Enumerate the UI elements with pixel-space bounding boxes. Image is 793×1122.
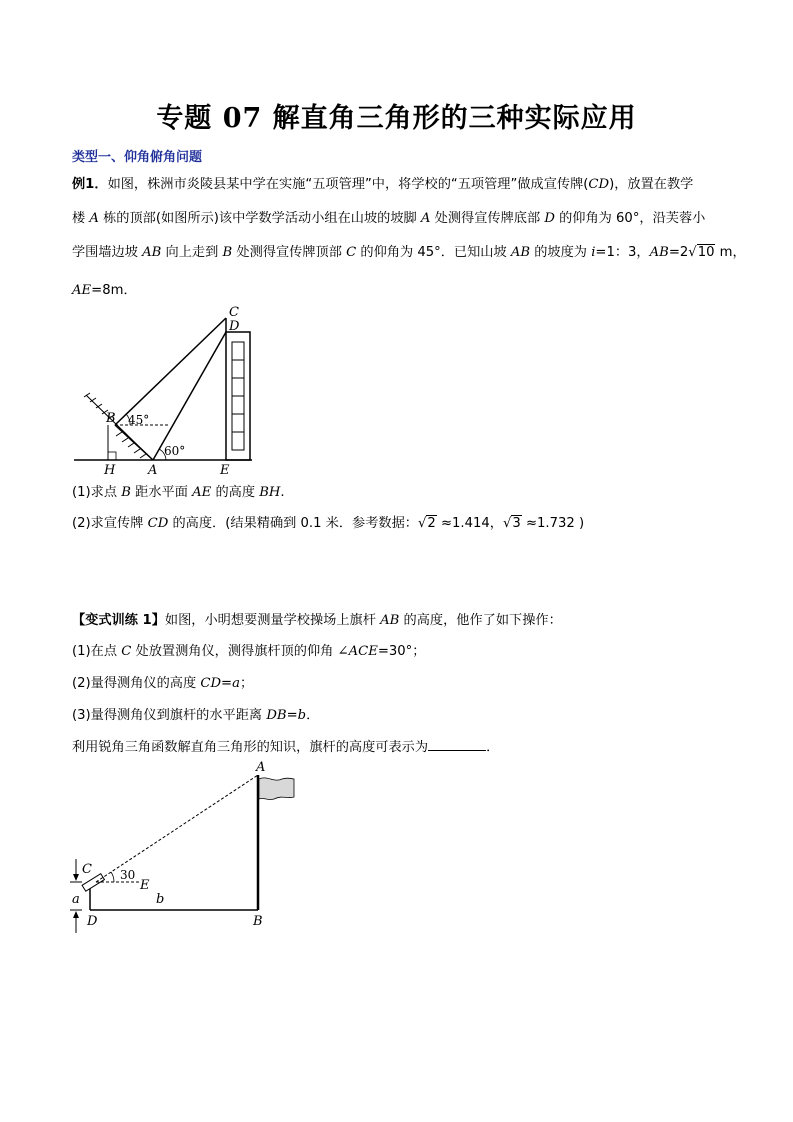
variant-label: 【变式训练 1】 (72, 613, 165, 628)
angle-arc-30 (111, 872, 114, 882)
text: (1)求点 (72, 485, 122, 500)
text: 的高度，他作了如下操作： (399, 613, 562, 628)
text: 处放置测角仪，测得旗杆顶的仰角 (131, 644, 338, 659)
sqrt-2: √2 (418, 516, 436, 531)
text: 如图，株洲市炎陵县某中学在实施“五项管理”中，将学校的“五项管理”做成宣传牌( (107, 177, 589, 192)
text: 如图，小明想要测量学校操场上旗杆 (164, 613, 381, 628)
angle-label-30: 30 (120, 868, 136, 882)
text: ； (239, 676, 254, 691)
var: B (121, 485, 131, 500)
label-e: E (220, 463, 230, 478)
flag (259, 778, 294, 800)
var: AB (510, 245, 531, 260)
right-angle-h (108, 452, 116, 460)
text: 处测得宣传牌顶部 (232, 245, 347, 260)
text: (3)量得测角仪到旗杆的水平距离 (72, 708, 267, 723)
var: i (591, 245, 596, 260)
var: AB (142, 245, 162, 260)
var: CD (147, 516, 169, 531)
label-e: E (140, 878, 150, 893)
text: ≈1.414， (436, 516, 503, 531)
sqrt-10: √10 (688, 245, 715, 260)
angle-ace: ∠ACE (337, 644, 378, 659)
var: A (89, 211, 99, 226)
text: (2)求宣传牌 (72, 516, 148, 531)
text: (2)量得测角仪的高度 (72, 676, 201, 691)
example-line-3 (72, 243, 746, 263)
section-heading: 类型一、仰角俯角问题 (72, 150, 203, 165)
text: = (221, 676, 233, 691)
question-2 (72, 514, 584, 534)
text: 距水平面 (130, 485, 193, 500)
var: DB (266, 708, 287, 723)
line-ad (153, 332, 226, 460)
variant-intro (72, 611, 562, 631)
var: C (346, 245, 357, 260)
var: C (121, 644, 132, 659)
arrowhead-top (73, 874, 79, 881)
var: a (232, 676, 240, 691)
radicand: 10 (697, 245, 715, 260)
var: AB (649, 245, 669, 260)
text: =8m． (91, 283, 137, 298)
var: AE (72, 283, 92, 298)
label-c: C (82, 862, 92, 877)
var-cd: CD (588, 177, 610, 192)
var: D (544, 211, 555, 226)
figure-1-diagram (60, 300, 280, 480)
label-a: A (256, 760, 266, 775)
text: 的高度．(结果精确到 0.1 米．参考数据： (168, 516, 418, 531)
var: BH (259, 485, 281, 500)
label-a: A (148, 463, 158, 478)
label-d: D (87, 914, 98, 929)
text: =2 (668, 245, 689, 260)
text: 楼 (72, 211, 90, 226)
text: 的坡度为 (530, 245, 592, 260)
text: )，放置在教学 (609, 177, 694, 192)
text: 向上走到 (161, 245, 223, 260)
text: (1)在点 (72, 644, 122, 659)
angle-label-60: 60° (164, 444, 186, 458)
var: AE (192, 485, 212, 500)
radicand: 3 (512, 516, 521, 531)
line-bc (115, 318, 226, 425)
label-b-var: b (156, 892, 165, 907)
window-dividers (232, 360, 244, 432)
text: 学围墙边坡 (72, 245, 143, 260)
label-b: B (106, 411, 116, 426)
example-label: 例1． (72, 177, 108, 192)
var: AB (380, 613, 400, 628)
text: m， (715, 245, 746, 260)
text: 的仰角为 45°．已知山坡 (356, 245, 511, 260)
label-c: C (229, 305, 239, 320)
text: 的高度 (211, 485, 260, 500)
page-title: 专题 07 解直角三角形的三种实际应用 (156, 103, 637, 134)
figure-2-diagram (60, 755, 310, 935)
label-h: H (104, 463, 116, 478)
text: 利用锐角三角函数解直角三角形的知识，旗杆的高度可表示为 (72, 740, 429, 755)
var: A (420, 211, 431, 226)
variant-step-1 (72, 642, 425, 662)
variant-step-3 (72, 706, 319, 726)
text: =30°； (377, 644, 426, 659)
example-line-1 (72, 175, 693, 195)
example-line-2 (72, 209, 705, 229)
question-1 (72, 483, 285, 503)
angle-label-45: 45° (128, 413, 150, 427)
text: = (286, 708, 298, 723)
sight-line-ca (96, 775, 258, 882)
text: ≈1.732 ) (521, 516, 585, 531)
var: b (297, 708, 307, 723)
text: 的仰角为 60°，沿芙蓉小 (554, 211, 706, 226)
label-a-var: a (72, 892, 80, 907)
text: 栋的顶部(如图所示)该中学数学活动小组在山坡的坡脚 (98, 211, 421, 226)
text: ． (486, 740, 500, 755)
text: =1：3， (595, 245, 650, 260)
label-b: B (253, 914, 263, 929)
var: B (222, 245, 233, 260)
text: ． (306, 708, 320, 723)
text: 处测得宣传牌底部 (430, 211, 545, 226)
answer-blank[interactable] (428, 738, 486, 751)
sqrt-3: √3 (502, 516, 521, 531)
example-line-4 (72, 281, 137, 301)
variant-step-2 (72, 674, 253, 694)
radicand: 2 (427, 516, 436, 531)
var: CD (200, 676, 222, 691)
label-d: D (229, 319, 240, 334)
text: . (280, 485, 285, 500)
slope-surface (86, 395, 153, 460)
arrowhead-bottom (73, 911, 79, 918)
